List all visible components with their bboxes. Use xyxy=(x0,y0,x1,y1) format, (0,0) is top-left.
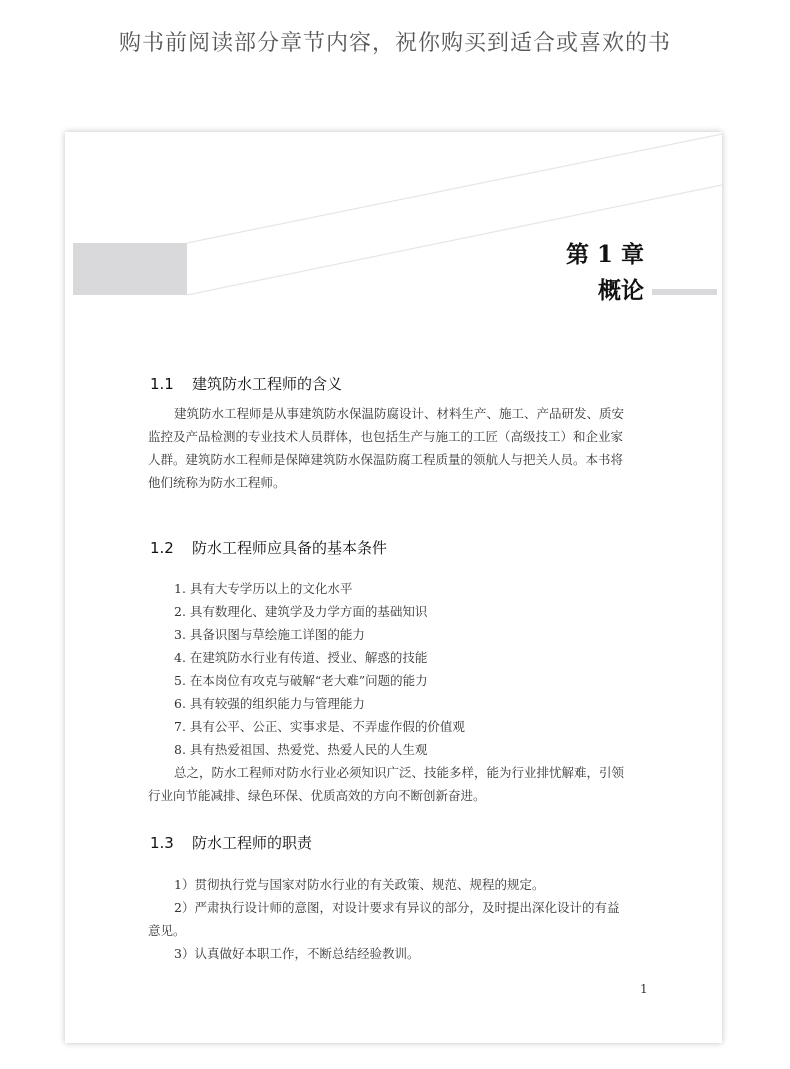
list-item: 8. 具有热爱祖国、热爱党、热爱人民的人生观 xyxy=(174,742,428,757)
list-item: 2. 具有数理化、建筑学及力学方面的基础知识 xyxy=(174,604,428,619)
list-item: 7. 具有公平、公正、实事求是、不弄虚作假的价值观 xyxy=(174,719,465,734)
page-number: 1 xyxy=(640,982,648,996)
book-page xyxy=(65,132,722,1043)
paragraph-line: 人群。建筑防水工程师是保障建筑防水保温防腐工程质量的领航人与把关人员。本书将 xyxy=(148,452,624,467)
list-item: 1）贯彻执行党与国家对防水行业的有关政策、规范、规程的规定。 xyxy=(174,877,545,892)
list-item: 1. 具有大专学历以上的文化水平 xyxy=(174,581,353,596)
chapter-title: 概论 xyxy=(598,277,644,304)
preview-banner: 购书前阅读部分章节内容，祝你购买到适合或喜欢的书 xyxy=(118,31,671,56)
paragraph-line: 建筑防水工程师是从事建筑防水保温防腐设计、材料生产、施工、产品研发、质安 xyxy=(174,406,625,421)
title-underbar xyxy=(652,289,717,295)
paragraph-line: 监控及产品检测的专业技术人员群体，也包括生产与施工的工匠（高级技工）和企业家 xyxy=(148,429,624,444)
section-heading: 1.2 防水工程师应具备的基本条件 xyxy=(150,539,388,557)
list-item: 4. 在建筑防水行业有传道、授业、解惑的技能 xyxy=(174,650,428,665)
paragraph-line: 意见。 xyxy=(148,923,186,938)
list-item: 6. 具有较强的组织能力与管理能力 xyxy=(174,696,365,711)
section-heading: 1.3 防水工程师的职责 xyxy=(150,834,313,852)
paragraph-line: 他们统称为防水工程师。 xyxy=(148,475,286,490)
section-heading: 1.1 建筑防水工程师的含义 xyxy=(150,375,343,393)
paragraph-line: 行业向节能减排、绿色环保、优质高效的方向不断创新奋进。 xyxy=(148,788,486,803)
gray-block xyxy=(73,243,187,295)
chapter-number: 第 1 章 xyxy=(565,241,644,268)
list-item: 3. 具备识图与草绘施工详图的能力 xyxy=(174,627,365,642)
list-item: 3）认真做好本职工作，不断总结经验教训。 xyxy=(174,946,420,961)
list-item: 5. 在本岗位有攻克与破解“老大难”问题的能力 xyxy=(174,673,428,688)
diagonal-line xyxy=(187,134,722,243)
paragraph-line: 总之，防水工程师对防水行业必须知识广泛、技能多样，能为行业排忧解难，引领 xyxy=(174,765,625,780)
list-item: 2）严肃执行设计师的意图，对设计要求有异议的部分，及时提出深化设计的有益 xyxy=(174,900,620,915)
